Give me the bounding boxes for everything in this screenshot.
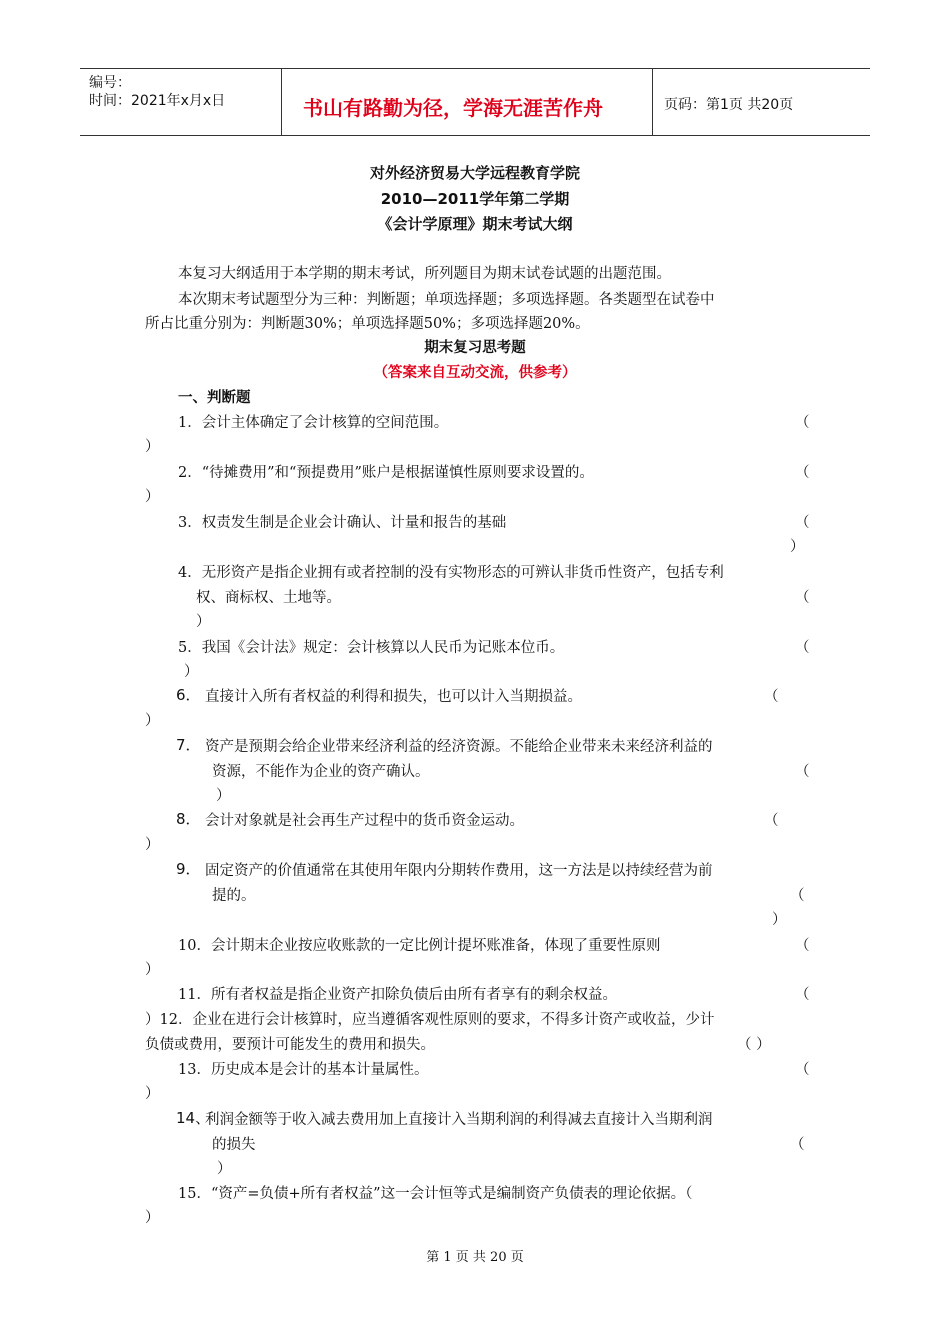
question-4-line1: 4．无形资产是指企业拥有或者控制的没有实物形态的可辨认非货币性资产，包括专利	[178, 565, 724, 581]
question-8: 会计对象就是社会再生产过程中的货币资金运动。	[205, 813, 524, 829]
question-5-paren-close: ）	[184, 664, 199, 680]
question-14-paren-open: （	[790, 1137, 805, 1153]
question-14-number: 14、	[176, 1109, 211, 1127]
header-page-info: 页码：第1页 共20页	[664, 97, 794, 113]
question-15: 15．“资产=负债+所有者权益”这一会计恒等式是编制资产负债表的理论依据。（	[178, 1186, 693, 1202]
question-9-line1: 固定资产的价值通常在其使用年限内分期转作费用，这一方法是以持续经营为前	[205, 863, 713, 879]
section-judgment-heading: 一、判断题	[178, 390, 251, 406]
question-6-paren-open: （	[764, 689, 779, 705]
title-term: 2010—2011学年第二学期	[380, 190, 570, 208]
question-5: 5．我国《会计法》规定：会计核算以人民币为记账本位币。	[178, 640, 565, 656]
title-course: 《会计学原理》期末考试大纲	[377, 215, 573, 233]
header-top-rule	[80, 68, 870, 69]
question-9-number: 9．	[176, 860, 201, 878]
intro-paragraph-2-line1: 本次期末考试题型分为三种：判断题；单项选择题；多项选择题。各类题型在试卷中	[178, 292, 715, 308]
question-1: 1．会计主体确定了会计核算的空间范围。	[178, 415, 449, 431]
question-7-line2: 资源，不能作为企业的资产确认。	[212, 764, 430, 780]
question-7-paren-open: （	[795, 764, 810, 780]
question-12-line2: 负债或费用，要预计可能发生的费用和损失。	[145, 1037, 435, 1053]
question-12-paren: （ ）	[737, 1037, 771, 1053]
question-11: 11．所有者权益是指企业资产扣除负债后由所有者享有的剩余权益。	[178, 987, 617, 1003]
header-number-label: 编号：	[89, 75, 131, 91]
question-1-paren-close: ）	[145, 439, 160, 455]
question-7-line1: 资产是预期会给企业带来经济利益的经济资源。不能给企业带来未来经济利益的	[205, 739, 713, 755]
review-heading: 期末复习思考题	[424, 340, 526, 356]
question-3: 3．权责发生制是企业会计确认、计量和报告的基础	[178, 515, 507, 531]
question-14-line2: 的损失	[212, 1137, 256, 1153]
question-14-line1: 利润金额等于收入减去费用加上直接计入当期利润的利得减去直接计入当期利润	[205, 1112, 713, 1128]
question-2: 2．“待摊费用”和“预提费用”账户是根据谨慎性原则要求设置的。	[178, 465, 594, 481]
header-motto: 书山有路勤为径，学海无涯苦作舟	[303, 96, 603, 120]
question-7-number: 7．	[176, 736, 201, 754]
header-divider-left	[281, 68, 282, 136]
question-10: 10．会计期末企业按应收账款的一定比例计提坏账准备，体现了重要性原则	[178, 938, 661, 954]
question-8-number: 8．	[176, 810, 201, 828]
title-school: 对外经济贸易大学远程教育学院	[369, 164, 580, 182]
question-13: 13．历史成本是会计的基本计量属性。	[178, 1062, 429, 1078]
question-3-paren-open: （	[795, 515, 810, 531]
page-footer: 第 1 页 共 20 页	[426, 1250, 524, 1265]
question-9-paren-close: ）	[772, 912, 787, 928]
question-14-paren-close: ）	[217, 1161, 232, 1177]
question-9-paren-open: （	[790, 888, 805, 904]
question-10-paren-close: ）	[145, 962, 160, 978]
header-divider-right	[652, 68, 653, 136]
question-15-paren-close: ）	[145, 1210, 160, 1226]
question-7-paren-close: ）	[216, 788, 231, 804]
question-6-paren-close: ）	[145, 713, 160, 729]
question-10-paren-open: （	[795, 938, 810, 954]
header-bottom-rule	[80, 135, 870, 136]
question-4-paren-close: ）	[196, 614, 211, 630]
question-2-paren-close: ）	[145, 489, 160, 505]
question-5-paren-open: （	[795, 640, 810, 656]
question-12-line1: ）12．企业在进行会计核算时，应当遵循客观性原则的要求，不得多计资产或收益，少计	[145, 1012, 715, 1028]
question-4-paren-open: （	[795, 590, 810, 606]
question-13-paren-close: ）	[145, 1086, 160, 1102]
review-note: （答案来自互动交流，供参考）	[373, 365, 577, 381]
question-8-paren-close: ）	[145, 837, 160, 853]
question-2-paren-open: （	[795, 465, 810, 481]
question-4-line2: 权、商标权、土地等。	[196, 590, 341, 606]
question-6: 直接计入所有者权益的利得和损失，也可以计入当期损益。	[205, 689, 582, 705]
intro-paragraph-1: 本复习大纲适用于本学期的期末考试，所列题目为期末试卷试题的出题范围。	[178, 266, 671, 282]
question-1-paren-open: （	[795, 415, 810, 431]
question-11-paren-open: （	[795, 987, 810, 1003]
question-8-paren-open: （	[764, 813, 779, 829]
question-13-paren-open: （	[795, 1062, 810, 1078]
question-9-line2: 提的。	[212, 888, 256, 904]
question-3-paren-close: ）	[790, 539, 805, 555]
question-6-number: 6．	[176, 686, 201, 704]
header-time-label: 时间：2021年x月x日	[89, 93, 226, 109]
intro-paragraph-2-line2: 所占比重分别为：判断题30%；单项选择题50%；多项选择题20%。	[145, 316, 590, 332]
